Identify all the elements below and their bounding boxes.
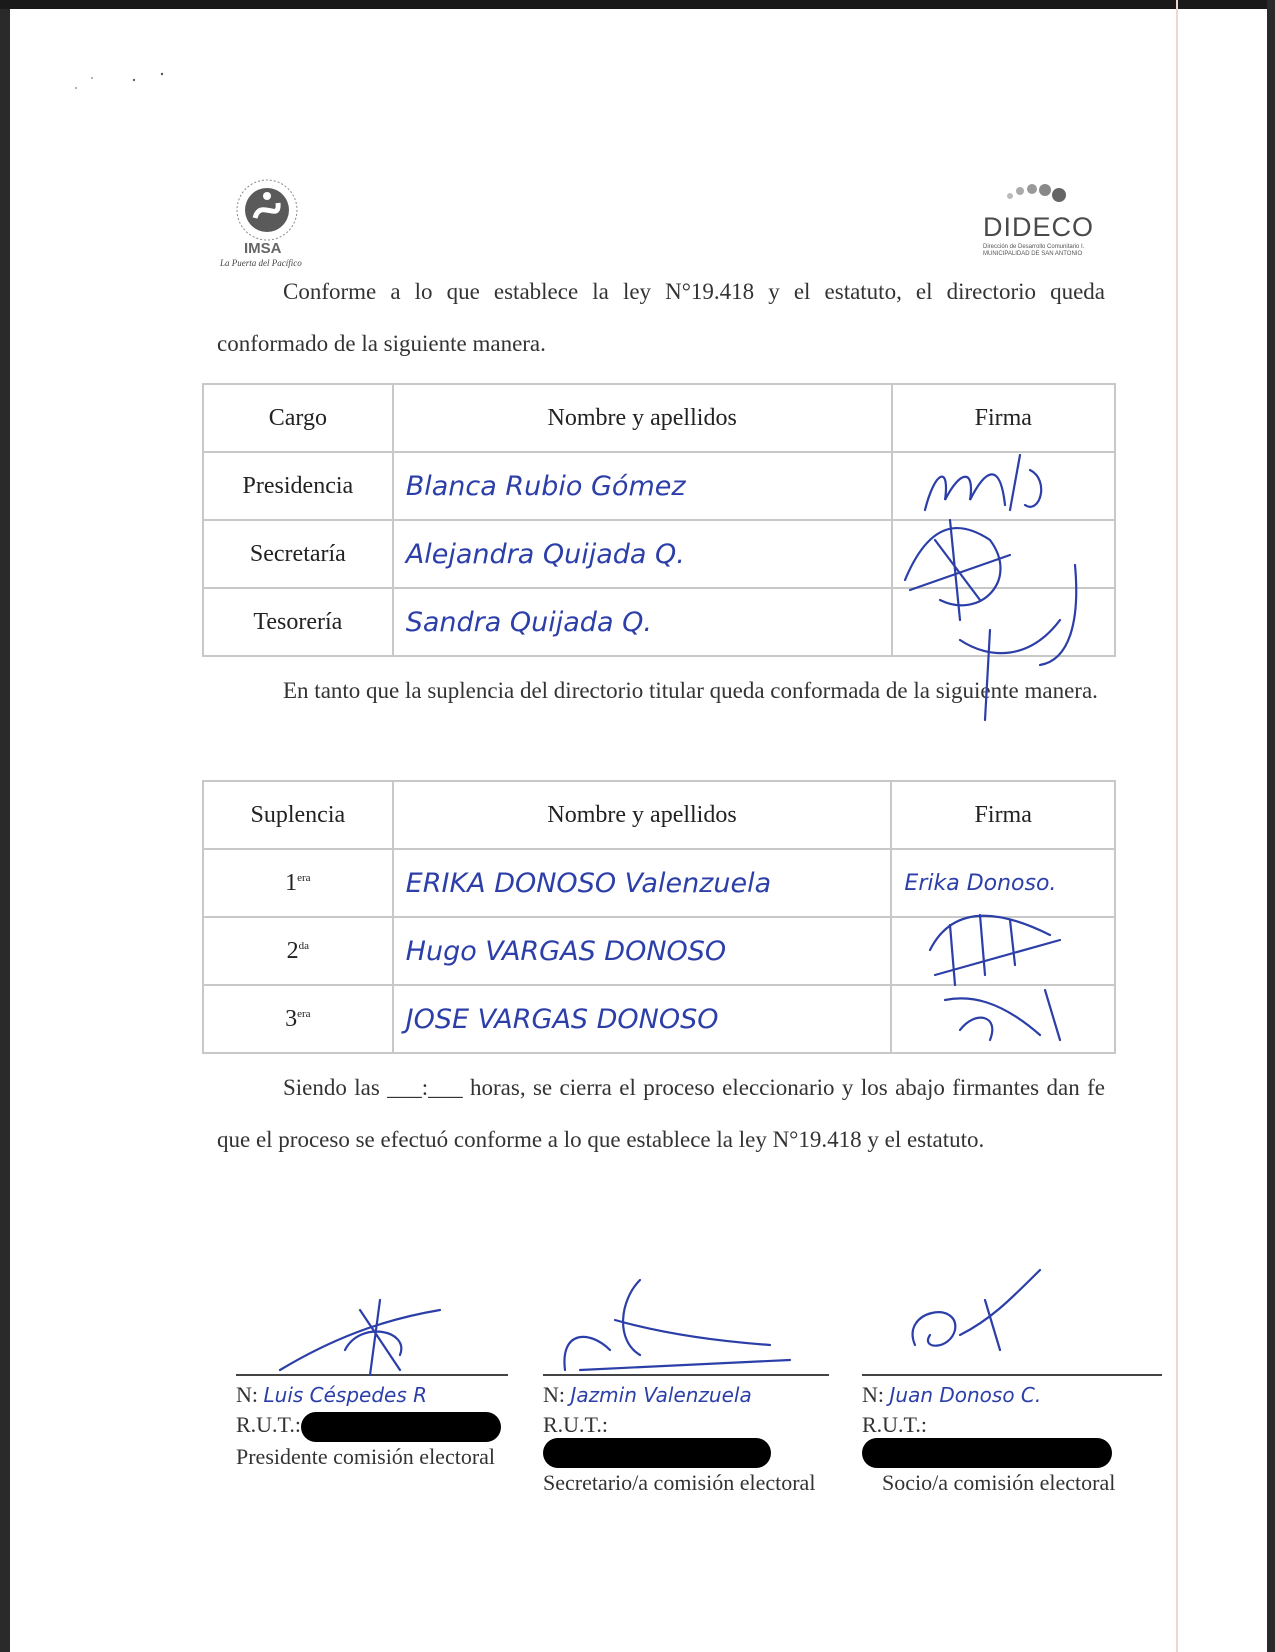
table-row <box>203 520 1115 588</box>
handwritten-name: Juan Donoso C. <box>889 1383 1042 1407</box>
rut-label: R.U.T.: <box>862 1412 927 1437</box>
table-header-row <box>203 781 1115 849</box>
handwritten-name: Jazmin Valenzuela <box>570 1383 752 1407</box>
handwritten-name: Hugo VARGAS DONOSO <box>393 917 892 985</box>
role-label: Secretario/a comisión electoral <box>543 1470 816 1495</box>
scan-fold-line <box>1176 0 1178 1652</box>
header-cargo: Cargo <box>203 384 393 452</box>
ordinal-number: 1 <box>285 869 298 896</box>
signature-block-socio <box>862 1374 1162 1496</box>
name-line <box>543 1382 829 1408</box>
table-header-row <box>203 384 1115 452</box>
name-line <box>862 1382 1162 1408</box>
rut-line <box>236 1412 508 1442</box>
signature-cell <box>891 917 1115 985</box>
redaction-bar <box>301 1412 501 1442</box>
signature-cell <box>891 985 1115 1053</box>
signature-cell <box>892 588 1115 656</box>
rut-label: R.U.T.: <box>543 1412 608 1437</box>
intro-paragraph: Conforme a lo que establece la ley N°19.418 y el estatuto, el directorio queda conformado de la siguiente manera. <box>217 279 1105 356</box>
n-label: N: <box>862 1382 884 1407</box>
signature-presidente-comision <box>280 1300 440 1375</box>
role-label: Socio/a comisión electoral <box>882 1470 1116 1495</box>
dideco-subtitle: Dirección de Desarrollo Comunitario I. MUNICIPALIDAD DE SAN ANTONIO <box>983 244 1085 257</box>
redaction-bar <box>543 1438 771 1468</box>
cargo-cell: Secretaría <box>203 520 393 588</box>
handwritten-name: Luis Céspedes R <box>263 1383 428 1407</box>
rut-line <box>543 1412 829 1468</box>
scan-edge-left <box>0 0 10 1652</box>
n-label: N: <box>543 1382 565 1407</box>
signature-secretario-comision <box>564 1280 790 1370</box>
handwritten-name: Blanca Rubio Gómez <box>393 452 892 520</box>
rut-line <box>862 1412 1162 1468</box>
signature-line <box>543 1374 829 1376</box>
ordinal-suffix: era <box>297 871 311 884</box>
table-row <box>203 452 1115 520</box>
cargo-cell: Tesorería <box>203 588 393 656</box>
signature-cell: Erika Donoso. <box>891 849 1115 917</box>
redaction-bar <box>862 1438 1112 1468</box>
suplencia-number <box>203 985 393 1053</box>
suplencia-paragraph: En tanto que la suplencia del directorio titular queda conformada de la siguiente manera. <box>283 678 1098 703</box>
signature-socio-comision <box>913 1270 1040 1350</box>
scan-edge-top <box>0 0 1275 9</box>
ordinal-number: 2 <box>286 937 299 964</box>
n-label: N: <box>236 1382 258 1407</box>
cargo-cell: Presidencia <box>203 452 393 520</box>
dideco-wordmark: DIDECO <box>983 212 1095 242</box>
signature-cell <box>892 452 1115 520</box>
handwritten-name: ERIKA DONOSO Valenzuela <box>393 849 892 917</box>
table-row <box>203 985 1115 1053</box>
scan-edge-right <box>1267 0 1275 1652</box>
header-nombre: Nombre y apellidos <box>393 781 892 849</box>
table-row <box>203 588 1115 656</box>
header-suplencia: Suplencia <box>203 781 393 849</box>
ordinal-suffix: da <box>298 939 310 952</box>
ordinal-suffix: era <box>297 1007 311 1020</box>
handwritten-name: JOSE VARGAS DONOSO <box>393 985 892 1053</box>
ordinal-number: 3 <box>285 1005 298 1032</box>
suplencia-number <box>203 917 393 985</box>
directorio-table <box>202 383 1116 657</box>
handwritten-name: Alejandra Quijada Q. <box>393 520 892 588</box>
table-row <box>203 917 1115 985</box>
role-label: Presidente comisión electoral <box>236 1444 496 1469</box>
handwritten-name: Sandra Quijada Q. <box>393 588 892 656</box>
imsa-motto: La Puerta del Pacífico <box>220 258 302 268</box>
rut-label: R.U.T.: <box>236 1412 301 1438</box>
suplencia-table <box>202 780 1116 1054</box>
name-line <box>236 1382 508 1408</box>
scan-speck-icon <box>72 70 172 90</box>
table-row <box>203 849 1115 917</box>
signature-block-secretario <box>543 1374 829 1496</box>
imsa-wordmark: IMSA <box>244 240 282 257</box>
suplencia-number <box>203 849 393 917</box>
closing-paragraph: Siendo las ___:___ horas, se cierra el proceso eleccionario y los abajo firmantes dan fe que el proceso se efectuó conforme a lo que establece la ley N°19.418 y el estatuto. <box>217 1075 1105 1152</box>
header-firma: Firma <box>892 384 1115 452</box>
signature-block-presidente <box>236 1374 508 1470</box>
signature-cell <box>892 520 1115 588</box>
header-firma: Firma <box>891 781 1115 849</box>
header-nombre: Nombre y apellidos <box>393 384 892 452</box>
signature-line <box>862 1374 1162 1376</box>
signature-line <box>236 1374 508 1376</box>
